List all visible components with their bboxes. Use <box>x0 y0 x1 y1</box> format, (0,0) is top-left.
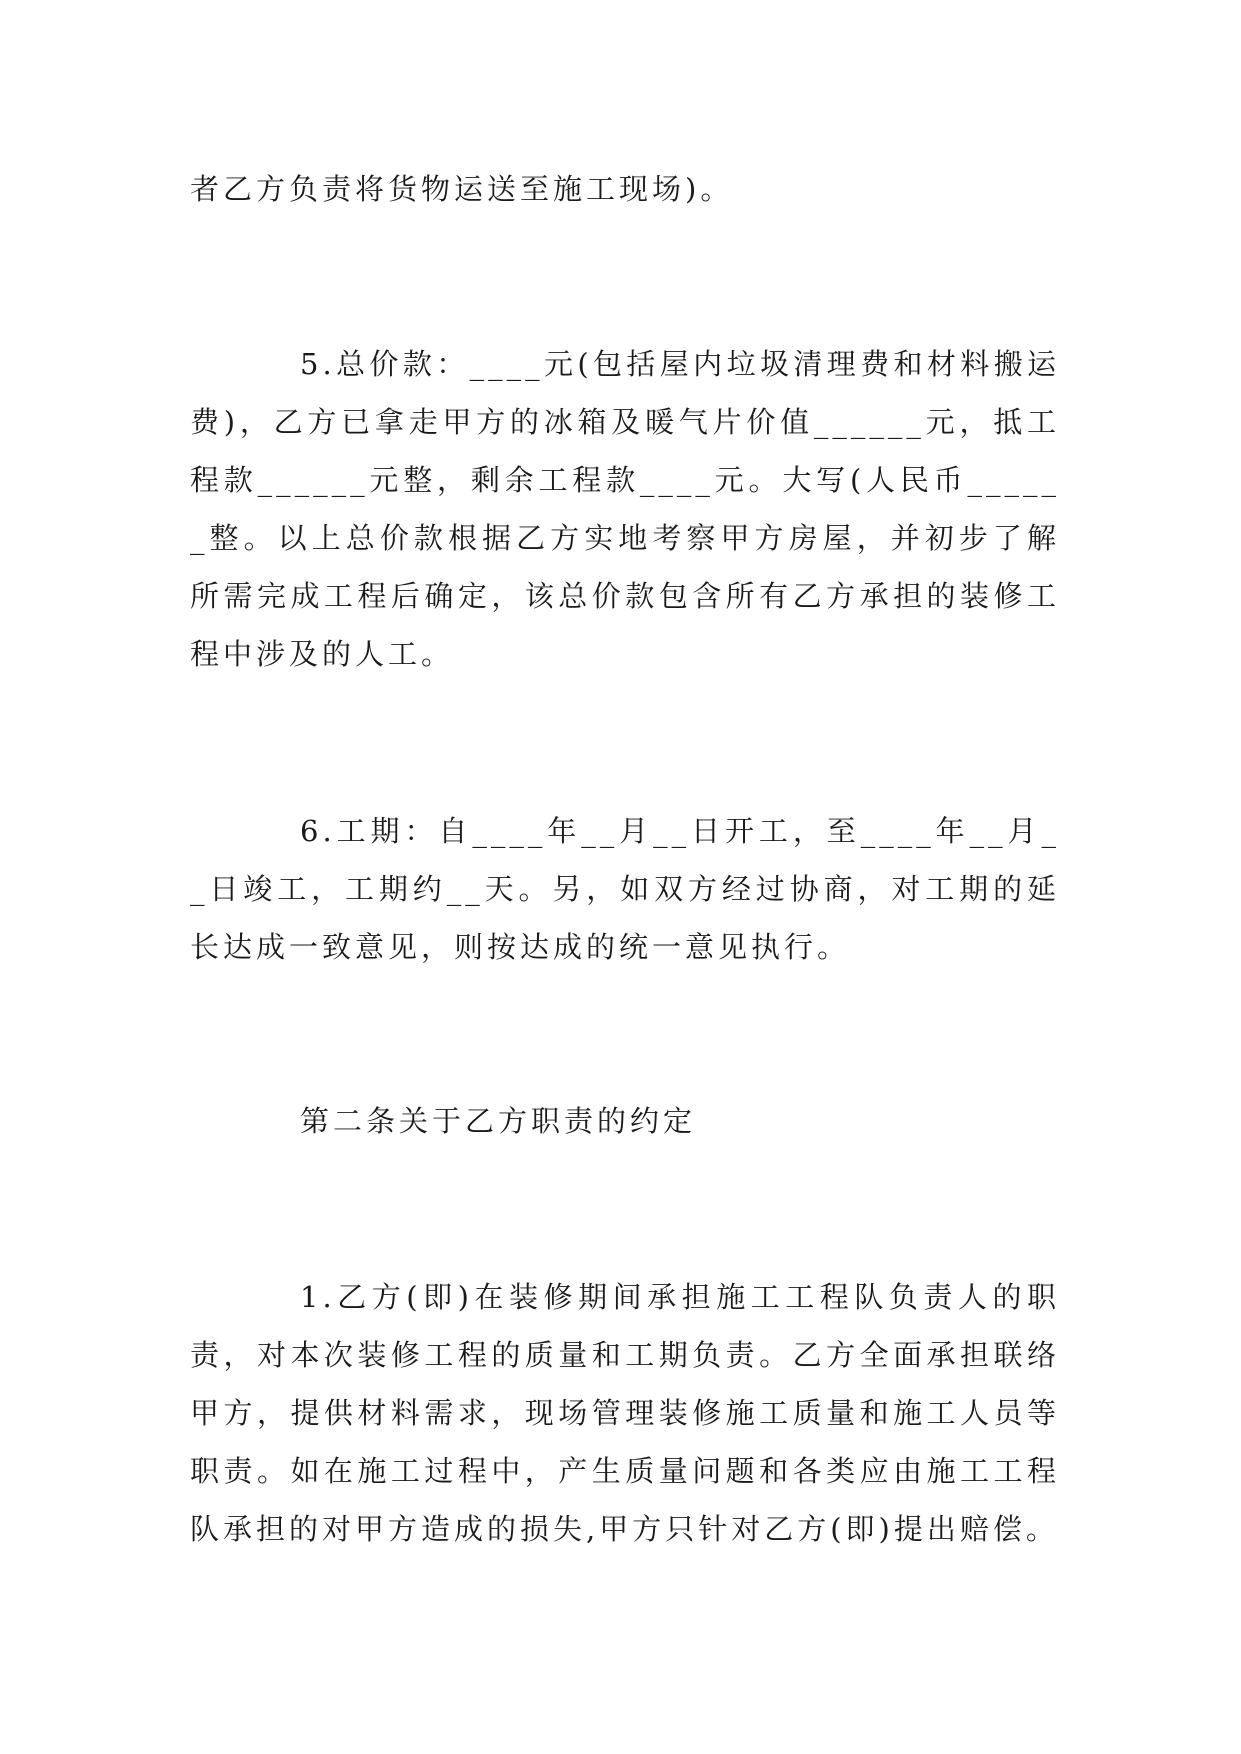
clause-total-price: 5.总价款：____元(包括屋内垃圾清理费和材料搬运费)，乙方已拿走甲方的冰箱及暖气片价值______元，抵工程款______元整，剩余工程款____元。大写(人民币______整。以上总价款根据乙方实地考察甲方房屋，并初步了解所需完成工程后确定，该总价款包含所有乙方承担的装修工程中涉及的人工。 <box>190 347 1060 671</box>
clause-construction-period: 6.工期：自____年__月__日开工，至____年__月__日竣工，工期约__天。另，如双方经过协商，对工期的延长达成一致意见，则按达成的统一意见执行。 <box>190 814 1060 964</box>
clause-party-b-duties: 1.乙方(即)在装修期间承担施工工程队负责人的职责，对本次装修工程的质量和工期负责。乙方全面承担联络甲方，提供材料需求，现场管理装修施工质量和施工人员等职责。如在施工过程中，产生质量问题和各类应由施工工程队承担的对甲方造成的损失,甲方只针对乙方(即)提出赔偿。 <box>190 1280 1060 1546</box>
paragraph-continuation: 者乙方负责将货物运送至施工现场)。 <box>190 172 734 206</box>
section-heading-article-2: 第二条关于乙方职责的约定 <box>300 1104 697 1138</box>
